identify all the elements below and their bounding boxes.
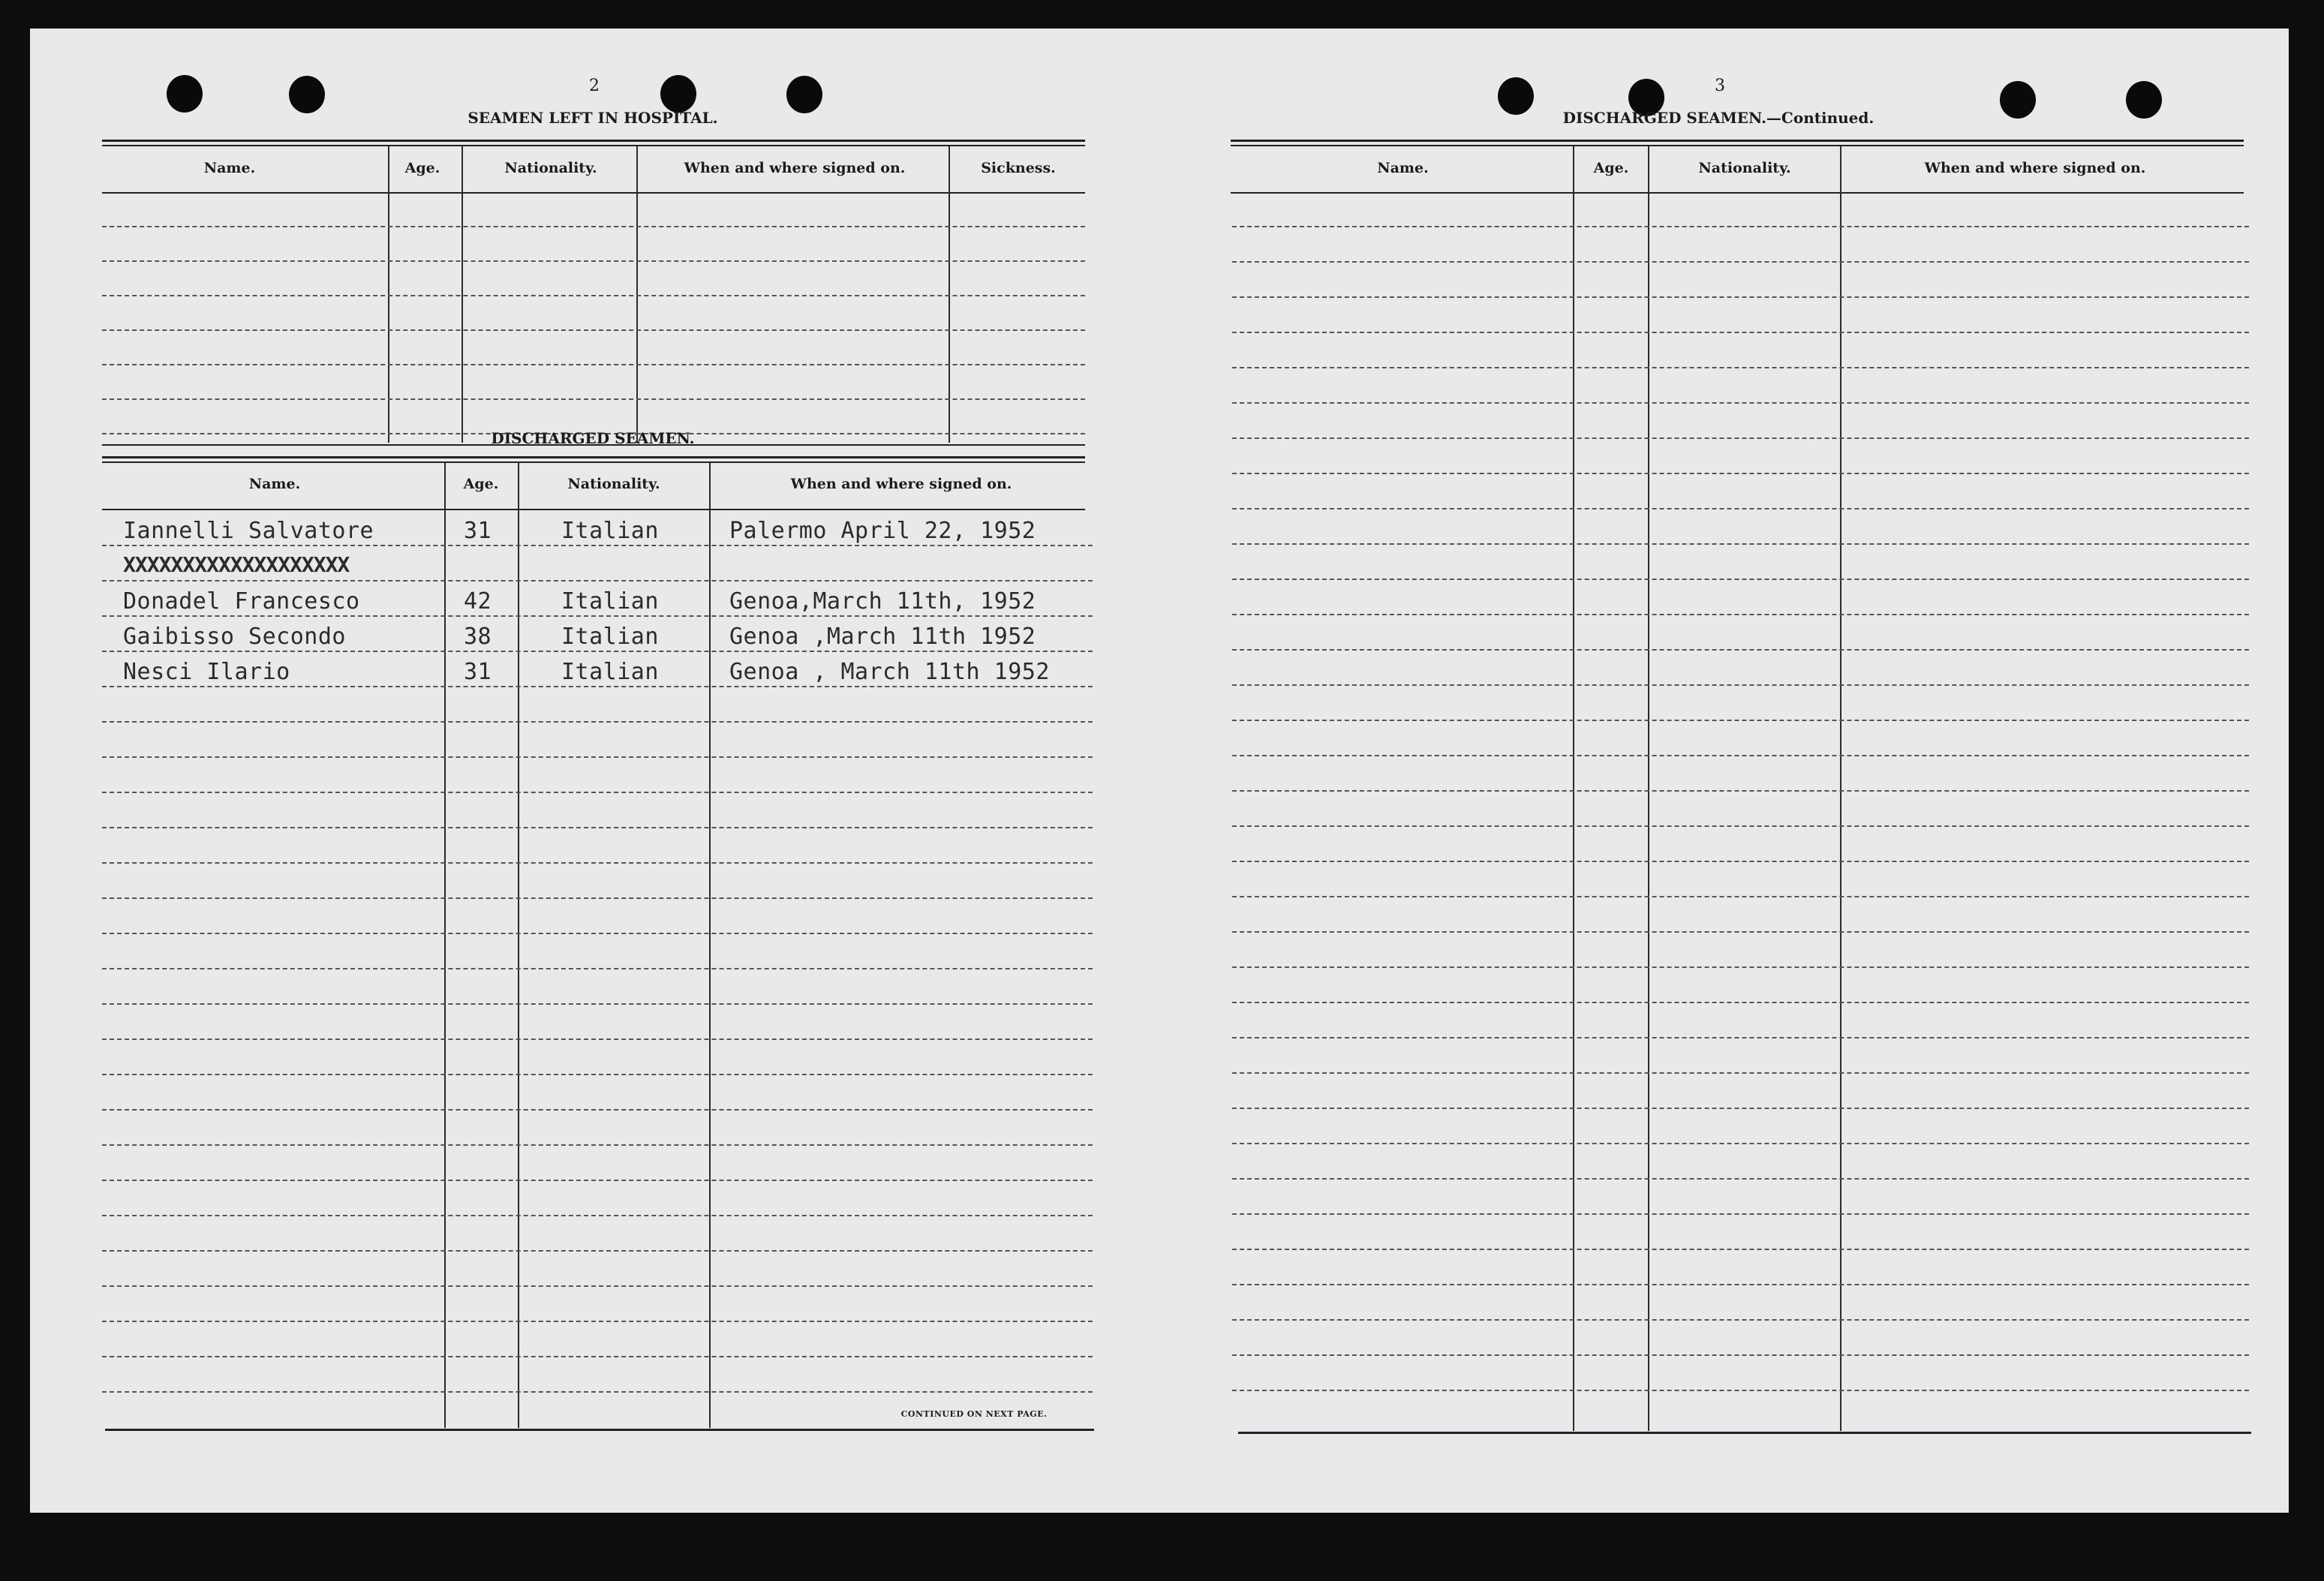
ruled-line: [1232, 332, 2249, 333]
ruled-line: [1232, 966, 2249, 968]
ruled-line: [1232, 543, 2249, 545]
punch-hole: [1498, 77, 1534, 115]
ruled-line: [102, 1215, 1093, 1216]
struck-out-entry: XXXXXXXXXXXXXXXXXXX: [123, 552, 350, 577]
ruled-line: [1232, 649, 2249, 651]
ruled-line: [102, 686, 1093, 687]
ruled-line: [1232, 1143, 2249, 1144]
seaman-age: 31: [464, 518, 492, 544]
seaman-age: 38: [464, 624, 492, 650]
ruled-line: [1232, 579, 2249, 580]
seaman-signed-on: Genoa,March 11th, 1952: [729, 588, 1036, 615]
ruled-line: [1232, 508, 2249, 509]
continued-table-top-rule-2: [1231, 145, 2244, 146]
discharged-col-divider: [709, 463, 711, 1428]
ruled-line: [1232, 931, 2249, 933]
seaman-signed-on: Genoa ,March 11th 1952: [729, 624, 1036, 650]
seaman-nationality: Italian: [561, 624, 659, 650]
continued-col-divider: [1648, 146, 1649, 1431]
ruled-line: [1232, 1002, 2249, 1003]
ruled-line: [1232, 755, 2249, 756]
ruled-line: [102, 1144, 1093, 1146]
ruled-line: [102, 862, 1093, 864]
ruled-line: [1232, 1178, 2249, 1180]
continued-col-age: Age.: [1593, 160, 1629, 176]
ruled-line: [102, 1391, 1093, 1393]
discharged-section-title: DISCHARGED SEAMEN.: [491, 429, 695, 447]
ruled-line: [102, 1180, 1093, 1181]
punch-hole: [2126, 81, 2162, 119]
discharged-col-divider: [444, 463, 446, 1428]
ruled-line: [102, 968, 1093, 969]
ruled-line: [1232, 896, 2249, 897]
ruled-line: [102, 364, 1085, 365]
discharged-table-top-rule: [102, 456, 1085, 458]
punch-hole: [786, 76, 822, 113]
discharged-col-nationality: Nationality.: [567, 476, 660, 492]
ruled-line: [102, 1250, 1093, 1252]
seaman-age: 42: [464, 588, 492, 615]
punch-hole: [167, 75, 203, 113]
ruled-line: [1232, 261, 2249, 263]
ruled-line: [1232, 1354, 2249, 1356]
discharged-continued-title: DISCHARGED SEAMEN.—Continued.: [1562, 109, 1875, 127]
ruled-line: [1232, 861, 2249, 862]
hospital-col-sickness: Sickness.: [981, 160, 1056, 176]
continued-col-divider: [1840, 146, 1841, 1431]
seaman-nationality: Italian: [561, 518, 659, 544]
ruled-line: [1232, 1284, 2249, 1285]
hospital-header-rule: [102, 192, 1085, 194]
discharged-col-signed-on: When and where signed on.: [790, 476, 1012, 492]
ruled-line: [1232, 296, 2249, 298]
continued-header-rule: [1231, 192, 2244, 194]
hospital-section-title: SEAMEN LEFT IN HOSPITAL.: [468, 109, 718, 127]
continued-col-signed-on: When and where signed on.: [1924, 160, 2146, 176]
ruled-line: [102, 295, 1085, 296]
hospital-table-top-rule: [102, 140, 1085, 142]
seaman-age: 31: [464, 659, 492, 685]
discharged-header-rule: [102, 509, 1085, 510]
ruled-line: [1232, 367, 2249, 368]
discharged-table-bottom-rule: [105, 1429, 1094, 1431]
punch-hole: [660, 75, 696, 113]
ruled-line: [102, 1074, 1093, 1075]
continued-col-divider: [1573, 146, 1574, 1431]
ruled-line: [102, 651, 1093, 652]
discharged-col-age: Age.: [463, 476, 499, 492]
ruled-line: [1232, 1319, 2249, 1321]
ruled-line: [102, 329, 1085, 331]
seaman-signed-on: Genoa , March 11th 1952: [729, 659, 1050, 685]
ruled-line: [102, 1003, 1093, 1005]
ruled-line: [1232, 684, 2249, 686]
ruled-line: [1232, 1249, 2249, 1250]
seaman-name: Iannelli Salvatore: [123, 518, 374, 544]
ruled-line: [1232, 473, 2249, 474]
ruled-line: [102, 615, 1093, 617]
ruled-line: [1232, 1108, 2249, 1109]
ruled-line: [1232, 402, 2249, 404]
ruled-line: [102, 580, 1093, 582]
ruled-line: [1232, 790, 2249, 792]
ruled-line: [102, 545, 1093, 546]
hospital-col-signed-on: When and where signed on.: [684, 160, 906, 176]
ruled-line: [102, 756, 1093, 758]
discharged-table-top-rule-2: [102, 461, 1085, 463]
page-number: 3: [1715, 77, 1725, 95]
ruled-line: [102, 260, 1085, 262]
seaman-nationality: Italian: [561, 659, 659, 685]
ruled-line: [102, 1038, 1093, 1040]
ruled-line: [1232, 226, 2249, 227]
ruled-line: [1232, 720, 2249, 721]
ruled-line: [1232, 1213, 2249, 1215]
ruled-line: [1232, 1037, 2249, 1038]
ruled-line: [102, 398, 1085, 400]
continued-table-bottom-rule: [1238, 1432, 2251, 1434]
document-sheet: [30, 29, 2289, 1513]
hospital-col-name: Name.: [203, 160, 256, 176]
ruled-line: [102, 792, 1093, 793]
page-number: 2: [589, 77, 600, 95]
seaman-signed-on: Palermo April 22, 1952: [729, 518, 1036, 544]
ruled-line: [102, 1109, 1093, 1111]
ruled-line: [102, 1356, 1093, 1357]
ruled-line: [102, 1285, 1093, 1287]
ruled-line: [102, 897, 1093, 899]
continued-table-top-rule: [1231, 140, 2244, 142]
ruled-line: [102, 1321, 1093, 1322]
ruled-line: [1232, 1072, 2249, 1074]
ruled-line: [1232, 825, 2249, 827]
hospital-col-nationality: Nationality.: [504, 160, 597, 176]
continued-col-name: Name.: [1377, 160, 1429, 176]
ruled-line: [102, 226, 1085, 227]
ruled-line: [1232, 437, 2249, 439]
discharged-col-name: Name.: [248, 476, 301, 492]
seaman-nationality: Italian: [561, 588, 659, 615]
seaman-name: Gaibisso Secondo: [123, 624, 346, 650]
ruled-line: [1232, 1390, 2249, 1391]
hospital-col-age: Age.: [404, 160, 440, 176]
punch-hole: [2000, 81, 2036, 119]
discharged-col-divider: [518, 463, 519, 1428]
ruled-line: [102, 933, 1093, 934]
seaman-name: Nesci Ilario: [123, 659, 290, 685]
continued-note: CONTINUED ON NEXT PAGE.: [900, 1409, 1048, 1419]
hospital-table-top-rule-2: [102, 145, 1085, 146]
seaman-name: Donadel Francesco: [123, 588, 360, 615]
ruled-line: [102, 721, 1093, 723]
ruled-line: [1232, 614, 2249, 615]
punch-hole: [289, 76, 325, 113]
ruled-line: [102, 827, 1093, 828]
continued-col-nationality: Nationality.: [1698, 160, 1791, 176]
